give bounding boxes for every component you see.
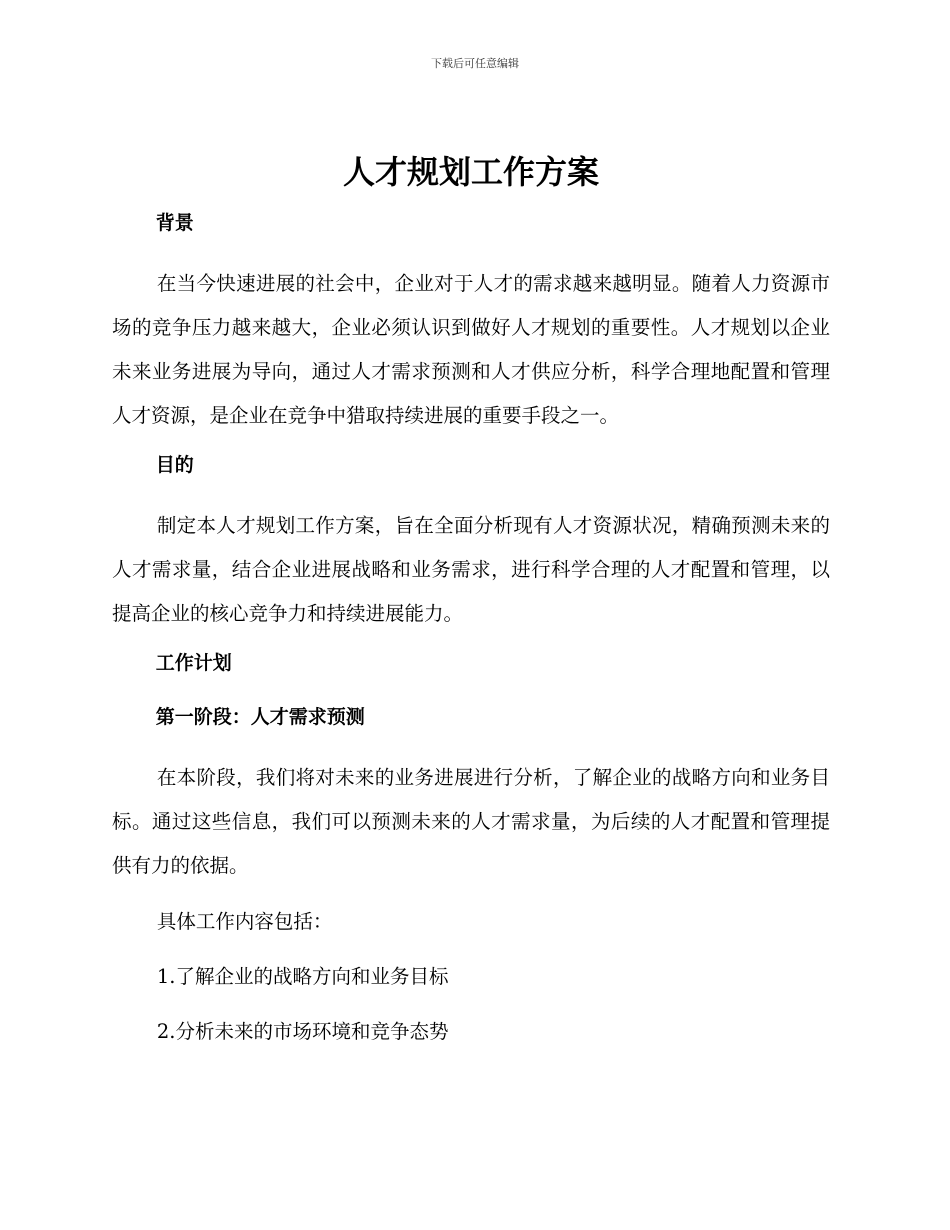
page-header-note: 下载后可任意编辑 (431, 57, 519, 70)
paragraph-phase-one: 在本阶段，我们将对未来的业务进展进行分析，了解企业的战略方向和业务目标。通过这些信息，我们可以预测未来的人才需求量，为后续的人才配置和管理提供有力的依据。 (112, 766, 830, 877)
paragraph-purpose: 制定本人才规划工作方案，旨在全面分析现有人才资源状况，精确预测未来的人才需求量，结合企业进展战略和业务需求，进行科学合理的人才配置和管理，以提高企业的核心竞争力和持续进展能力。 (112, 514, 830, 625)
section-heading-phase-one: 第一阶段：人才需求预测 (155, 706, 365, 728)
paragraph-background: 在当今快速进展的社会中，企业对于人才的需求越来越明显。随着人力资源市场的竞争压力越来越大，企业必须认识到做好人才规划的重要性。人才规划以企业未来业务进展为导向，通过人才需求预测和人才供应分析，科学合理地配置和管理人才资源，是企业在竞争中猎取持续进展的重要手段之一。 (112, 272, 830, 427)
document-title: 人才规划工作方案 (342, 153, 599, 191)
list-item: 2.分析未来的市场环境和竞争态势 (156, 1020, 449, 1043)
tasks-intro: 具体工作内容包括： (156, 910, 333, 933)
section-heading-background: 背景 (155, 212, 194, 234)
document-body (112, 150, 830, 1065)
section-heading-purpose: 目的 (155, 454, 194, 476)
section-heading-work-plan: 工作计划 (155, 652, 232, 674)
list-item: 1.了解企业的战略方向和业务目标 (156, 965, 449, 988)
